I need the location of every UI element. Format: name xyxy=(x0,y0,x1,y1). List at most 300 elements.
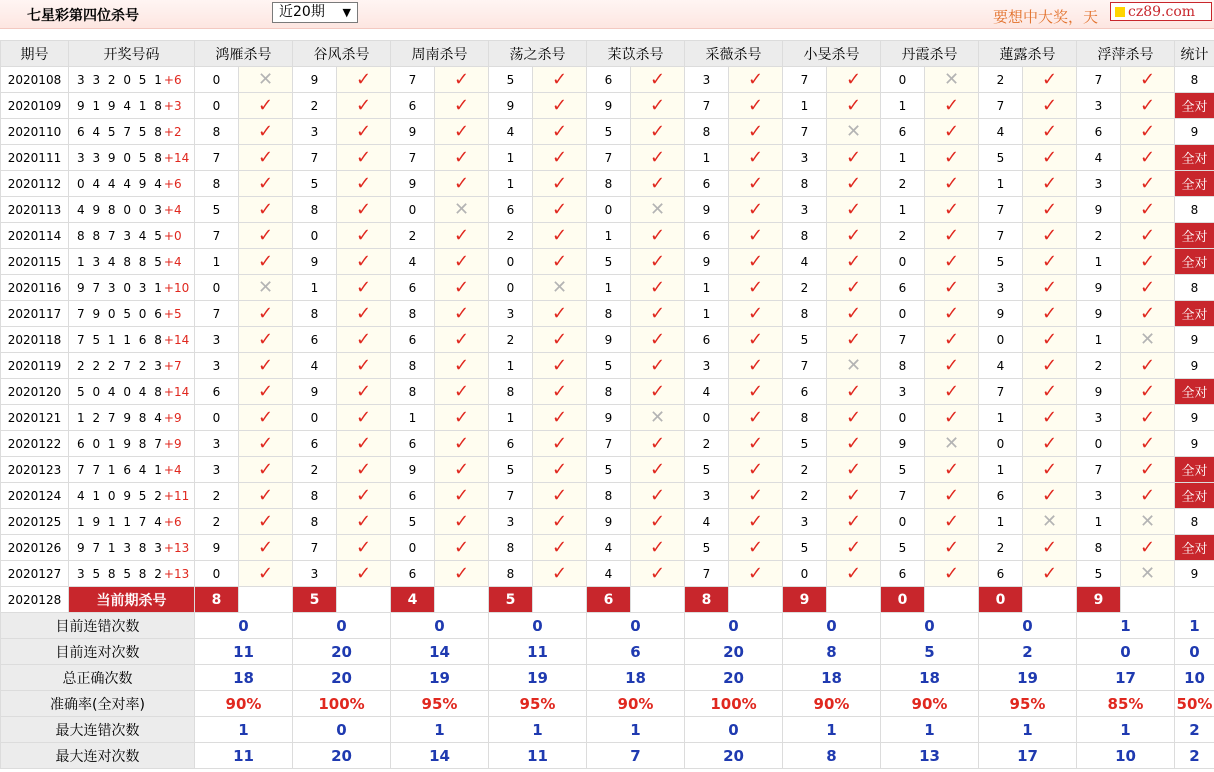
check-icon: ✓ xyxy=(257,484,274,506)
check-icon: ✓ xyxy=(649,562,666,584)
kill-number-cell: 4 xyxy=(587,535,631,561)
check-icon: ✓ xyxy=(943,458,960,480)
check-icon: ✓ xyxy=(551,458,568,480)
result-mark-cell xyxy=(435,223,489,249)
result-mark-cell xyxy=(435,327,489,353)
check-icon: ✓ xyxy=(1139,354,1156,376)
kill-number-cell: 0 xyxy=(195,93,239,119)
stats-row xyxy=(1,665,1214,691)
col-header-expert-1: 鸿雁杀号 xyxy=(195,41,293,67)
kill-number-cell: 0 xyxy=(489,249,533,275)
check-icon: ✓ xyxy=(355,250,372,272)
period-cell: 2020126 xyxy=(1,535,69,561)
result-mark-cell xyxy=(1023,483,1077,509)
result-mark-cell xyxy=(337,119,391,145)
result-mark-cell xyxy=(1023,509,1077,535)
kill-number-cell: 3 xyxy=(685,353,729,379)
check-icon: ✓ xyxy=(1041,146,1058,168)
result-mark-cell xyxy=(533,535,587,561)
draw-numbers-cell xyxy=(69,67,195,93)
kill-number-cell: 4 xyxy=(391,249,435,275)
result-mark-cell xyxy=(1023,327,1077,353)
result-mark-cell xyxy=(533,327,587,353)
check-icon: ✓ xyxy=(257,406,274,428)
result-mark-cell xyxy=(533,223,587,249)
check-icon: ✓ xyxy=(1139,302,1156,324)
kill-number-cell: 6 xyxy=(293,327,337,353)
draw-numbers: 1 3 4 8 8 5 xyxy=(77,254,164,269)
draw-numbers-cell xyxy=(69,197,195,223)
result-mark-cell xyxy=(337,197,391,223)
result-mark-cell xyxy=(729,457,783,483)
stat-cell: 9 xyxy=(1175,353,1214,379)
result-mark-cell xyxy=(533,379,587,405)
kill-number-cell: 7 xyxy=(391,145,435,171)
period-cell: 2020120 xyxy=(1,379,69,405)
result-mark-cell xyxy=(239,171,293,197)
period-cell: 2020116 xyxy=(1,275,69,301)
draw-numbers-cell xyxy=(69,301,195,327)
draw-numbers: 4 9 8 0 0 3 xyxy=(77,202,164,217)
table-row xyxy=(1,457,1214,483)
stats-label: 准确率(全对率) xyxy=(1,691,195,717)
check-icon: ✓ xyxy=(453,484,470,506)
check-icon: ✓ xyxy=(355,224,372,246)
check-icon: ✓ xyxy=(1041,562,1058,584)
result-mark-cell xyxy=(337,223,391,249)
kill-number-cell: 2 xyxy=(783,483,827,509)
table-row xyxy=(1,223,1214,249)
stat-cell: 9 xyxy=(1175,119,1214,145)
draw-numbers-cell xyxy=(69,327,195,353)
kill-number-cell: 5 xyxy=(195,197,239,223)
stats-value: 100% xyxy=(293,691,391,717)
result-mark-cell xyxy=(827,405,881,431)
result-mark-cell xyxy=(1023,223,1077,249)
period-cell: 2020124 xyxy=(1,483,69,509)
check-icon: ✓ xyxy=(355,68,372,90)
result-mark-cell xyxy=(1023,119,1077,145)
check-icon: ✓ xyxy=(355,380,372,402)
stats-value: 20 xyxy=(293,665,391,691)
table-header-row xyxy=(1,41,1214,67)
check-icon: ✓ xyxy=(453,406,470,428)
result-mark-cell xyxy=(1121,405,1175,431)
period-cell: 2020119 xyxy=(1,353,69,379)
draw-numbers-cell xyxy=(69,145,195,171)
cross-icon: ✕ xyxy=(453,198,470,220)
kill-number-cell: 2 xyxy=(1077,353,1121,379)
kill-number-cell: 1 xyxy=(881,145,925,171)
kill-number-cell: 1 xyxy=(587,275,631,301)
draw-numbers-cell xyxy=(69,93,195,119)
check-icon: ✓ xyxy=(453,276,470,298)
result-mark-cell xyxy=(435,353,489,379)
draw-numbers-cell xyxy=(69,405,195,431)
col-header-expert-6: 采薇杀号 xyxy=(685,41,783,67)
check-icon: ✓ xyxy=(845,380,862,402)
kill-number-cell: 7 xyxy=(783,353,827,379)
kill-number-cell: 7 xyxy=(1077,457,1121,483)
stats-value: 0 xyxy=(195,613,293,639)
result-mark-cell xyxy=(729,509,783,535)
kill-number-cell: 0 xyxy=(195,67,239,93)
check-icon: ✓ xyxy=(1139,432,1156,454)
check-icon: ✓ xyxy=(943,380,960,402)
result-mark-cell xyxy=(533,197,587,223)
period-cell: 2020118 xyxy=(1,327,69,353)
stats-value: 0 xyxy=(1077,639,1175,665)
result-mark-cell xyxy=(1023,171,1077,197)
kill-number-cell: 7 xyxy=(293,535,337,561)
kill-number-cell: 0 xyxy=(979,327,1023,353)
result-mark-cell xyxy=(729,171,783,197)
stats-value: 18 xyxy=(587,665,685,691)
col-header-expert-5: 茉苡杀号 xyxy=(587,41,685,67)
check-icon: ✓ xyxy=(845,536,862,558)
check-icon: ✓ xyxy=(355,328,372,350)
period-cell: 2020117 xyxy=(1,301,69,327)
check-icon: ✓ xyxy=(453,354,470,376)
kill-number-cell: 3 xyxy=(195,327,239,353)
stats-value: 0 xyxy=(489,613,587,639)
cross-icon: ✕ xyxy=(257,68,274,90)
result-mark-cell xyxy=(729,561,783,587)
cross-icon: ✕ xyxy=(845,354,862,376)
check-icon: ✓ xyxy=(551,432,568,454)
stats-value: 20 xyxy=(685,743,783,769)
check-icon: ✓ xyxy=(1139,484,1156,506)
draw-numbers-cell xyxy=(69,379,195,405)
check-icon: ✓ xyxy=(747,562,764,584)
check-icon: ✓ xyxy=(257,250,274,272)
kill-number-cell: 0 xyxy=(195,561,239,587)
kill-number-cell: 4 xyxy=(979,353,1023,379)
kill-number-cell: 8 xyxy=(881,353,925,379)
check-icon: ✓ xyxy=(257,198,274,220)
stat-cell: 9 xyxy=(1175,561,1214,587)
kill-number-cell: 3 xyxy=(881,379,925,405)
kill-number-cell: 3 xyxy=(783,145,827,171)
check-icon: ✓ xyxy=(649,328,666,350)
result-mark-cell xyxy=(925,327,979,353)
site-logo[interactable] xyxy=(1110,2,1212,21)
check-icon: ✓ xyxy=(747,146,764,168)
check-icon: ✓ xyxy=(1041,250,1058,272)
kill-number-cell: 5 xyxy=(587,249,631,275)
result-mark-cell xyxy=(631,145,685,171)
check-icon: ✓ xyxy=(943,562,960,584)
draw-extra-number: +4 xyxy=(163,202,182,217)
check-icon: ✓ xyxy=(551,406,568,428)
result-mark-cell xyxy=(239,275,293,301)
result-mark-cell xyxy=(729,327,783,353)
check-icon: ✓ xyxy=(649,536,666,558)
table-row xyxy=(1,301,1214,327)
draw-extra-number: +3 xyxy=(163,98,182,113)
check-icon: ✓ xyxy=(1139,276,1156,298)
result-mark-cell xyxy=(1121,67,1175,93)
kill-number-cell: 1 xyxy=(685,145,729,171)
check-icon: ✓ xyxy=(845,328,862,350)
check-icon: ✓ xyxy=(845,198,862,220)
kill-number-cell: 1 xyxy=(293,275,337,301)
kill-number-cell: 3 xyxy=(195,457,239,483)
stat-cell: 全对 xyxy=(1175,535,1214,561)
stats-row xyxy=(1,639,1214,665)
result-mark-cell xyxy=(435,67,489,93)
stats-value: 90% xyxy=(783,691,881,717)
kill-number-cell: 7 xyxy=(195,223,239,249)
stat-cell: 8 xyxy=(1175,197,1214,223)
result-mark-cell xyxy=(827,327,881,353)
kill-number-cell: 7 xyxy=(587,431,631,457)
stats-total: 0 xyxy=(1175,639,1214,665)
period-cell: 2020121 xyxy=(1,405,69,431)
result-mark-cell xyxy=(533,301,587,327)
check-icon: ✓ xyxy=(257,94,274,116)
kill-number-cell: 2 xyxy=(685,431,729,457)
period-cell: 2020114 xyxy=(1,223,69,249)
kill-number-cell: 1 xyxy=(587,223,631,249)
result-mark-cell xyxy=(1121,145,1175,171)
stats-total: 1 xyxy=(1175,613,1214,639)
check-icon: ✓ xyxy=(649,250,666,272)
result-mark-cell xyxy=(631,249,685,275)
kill-number-cell: 4 xyxy=(587,561,631,587)
result-mark-cell xyxy=(1023,431,1077,457)
kill-number-cell: 8 xyxy=(195,171,239,197)
result-mark-cell xyxy=(435,561,489,587)
result-mark-cell xyxy=(1121,353,1175,379)
stats-value: 0 xyxy=(783,613,881,639)
result-mark-cell xyxy=(1121,93,1175,119)
check-icon: ✓ xyxy=(453,224,470,246)
kill-number-cell: 5 xyxy=(587,353,631,379)
check-icon: ✓ xyxy=(747,328,764,350)
result-mark-cell xyxy=(1121,509,1175,535)
table-row xyxy=(1,93,1214,119)
kill-number-cell: 0 xyxy=(489,275,533,301)
result-mark-cell xyxy=(1121,561,1175,587)
kill-number-cell: 8 xyxy=(391,379,435,405)
draw-numbers: 7 9 0 5 0 6 xyxy=(77,306,164,321)
result-mark-cell xyxy=(729,353,783,379)
check-icon: ✓ xyxy=(747,172,764,194)
result-mark-cell xyxy=(533,145,587,171)
kill-number-cell: 0 xyxy=(881,249,925,275)
draw-numbers: 9 7 3 0 3 1 xyxy=(77,280,164,295)
kill-number-cell: 3 xyxy=(1077,405,1121,431)
stats-label: 目前连对次数 xyxy=(1,639,195,665)
check-icon: ✓ xyxy=(355,198,372,220)
result-mark-cell xyxy=(1023,197,1077,223)
cross-icon: ✕ xyxy=(1139,562,1156,584)
result-mark-cell xyxy=(1023,67,1077,93)
draw-numbers: 4 1 0 9 5 2 xyxy=(77,488,164,503)
draw-extra-number: +4 xyxy=(163,254,182,269)
stats-value: 1 xyxy=(783,717,881,743)
check-icon: ✓ xyxy=(943,510,960,532)
kill-number-cell: 3 xyxy=(979,275,1023,301)
check-icon: ✓ xyxy=(747,276,764,298)
check-icon: ✓ xyxy=(747,94,764,116)
check-icon: ✓ xyxy=(453,562,470,584)
check-icon: ✓ xyxy=(747,120,764,142)
check-icon: ✓ xyxy=(355,432,372,454)
stats-value: 20 xyxy=(293,639,391,665)
check-icon: ✓ xyxy=(649,432,666,454)
stats-value: 11 xyxy=(489,639,587,665)
kill-number-cell: 1 xyxy=(979,457,1023,483)
kill-number-cell: 8 xyxy=(783,223,827,249)
check-icon: ✓ xyxy=(845,406,862,428)
draw-numbers-cell xyxy=(69,431,195,457)
kill-number-cell: 6 xyxy=(391,483,435,509)
result-mark-cell xyxy=(1121,301,1175,327)
kill-number-cell: 7 xyxy=(979,223,1023,249)
kill-number-cell: 2 xyxy=(489,327,533,353)
result-mark-cell xyxy=(925,275,979,301)
page-title: 七星彩第四位杀号 xyxy=(27,8,139,24)
kill-number-cell: 9 xyxy=(587,509,631,535)
result-mark-cell xyxy=(337,431,391,457)
kill-number-cell: 1 xyxy=(489,171,533,197)
check-icon: ✓ xyxy=(747,458,764,480)
period-range-value: 近20期 xyxy=(279,4,325,20)
period-cell: 2020113 xyxy=(1,197,69,223)
stats-value: 8 xyxy=(783,639,881,665)
result-mark-cell xyxy=(631,509,685,535)
result-mark-cell xyxy=(925,223,979,249)
check-icon: ✓ xyxy=(1041,406,1058,428)
result-mark-cell xyxy=(239,327,293,353)
result-mark-cell xyxy=(337,379,391,405)
check-icon: ✓ xyxy=(453,94,470,116)
kill-number-cell: 9 xyxy=(881,431,925,457)
check-icon: ✓ xyxy=(1139,224,1156,246)
check-icon: ✓ xyxy=(1041,224,1058,246)
draw-numbers: 6 4 5 7 5 8 xyxy=(77,124,164,139)
kill-number-cell: 7 xyxy=(979,379,1023,405)
draw-numbers-cell xyxy=(69,509,195,535)
kill-number-cell: 0 xyxy=(195,275,239,301)
check-icon: ✓ xyxy=(1139,68,1156,90)
result-mark-cell xyxy=(827,509,881,535)
result-mark-cell xyxy=(827,431,881,457)
check-icon: ✓ xyxy=(551,302,568,324)
result-mark-cell xyxy=(827,145,881,171)
check-icon: ✓ xyxy=(551,250,568,272)
kill-number-cell: 0 xyxy=(1077,431,1121,457)
result-mark-cell xyxy=(827,353,881,379)
check-icon: ✓ xyxy=(1041,68,1058,90)
check-icon: ✓ xyxy=(1041,302,1058,324)
stat-cell: 全对 xyxy=(1175,145,1214,171)
check-icon: ✓ xyxy=(551,120,568,142)
table-row xyxy=(1,145,1214,171)
cross-icon: ✕ xyxy=(257,276,274,298)
draw-extra-number: +14 xyxy=(163,150,190,165)
check-icon: ✓ xyxy=(257,224,274,246)
kill-number-cell: 5 xyxy=(587,457,631,483)
kill-number-cell: 7 xyxy=(1077,67,1121,93)
current-kill-blank xyxy=(925,587,979,613)
kill-number-cell: 9 xyxy=(1077,275,1121,301)
result-mark-cell xyxy=(1023,561,1077,587)
stats-value: 14 xyxy=(391,743,489,769)
kill-number-cell: 1 xyxy=(979,509,1023,535)
draw-numbers: 9 7 1 3 8 3 xyxy=(77,540,164,555)
kill-number-cell: 3 xyxy=(489,509,533,535)
stats-row xyxy=(1,613,1214,639)
check-icon: ✓ xyxy=(453,432,470,454)
kill-number-cell: 5 xyxy=(783,431,827,457)
check-icon: ✓ xyxy=(453,146,470,168)
result-mark-cell xyxy=(239,379,293,405)
draw-numbers-cell xyxy=(69,275,195,301)
kill-number-cell: 9 xyxy=(293,249,337,275)
result-mark-cell xyxy=(435,171,489,197)
kill-number-cell: 1 xyxy=(1077,509,1121,535)
current-kill-blank xyxy=(239,587,293,613)
result-mark-cell xyxy=(435,249,489,275)
result-mark-cell xyxy=(337,483,391,509)
kill-number-cell: 9 xyxy=(685,197,729,223)
draw-extra-number: +13 xyxy=(163,566,190,581)
current-kill-number: 8 xyxy=(195,587,239,613)
result-mark-cell xyxy=(925,379,979,405)
result-mark-cell xyxy=(827,171,881,197)
result-mark-cell xyxy=(239,93,293,119)
kill-number-cell: 4 xyxy=(489,119,533,145)
result-mark-cell xyxy=(435,431,489,457)
kill-number-cell: 8 xyxy=(685,119,729,145)
check-icon: ✓ xyxy=(355,354,372,376)
check-icon: ✓ xyxy=(649,224,666,246)
kill-number-cell: 1 xyxy=(489,145,533,171)
kill-number-cell: 7 xyxy=(489,483,533,509)
result-mark-cell xyxy=(533,405,587,431)
result-mark-cell xyxy=(337,353,391,379)
check-icon: ✓ xyxy=(551,328,568,350)
stat-cell: 全对 xyxy=(1175,93,1214,119)
result-mark-cell xyxy=(925,353,979,379)
period-cell: 2020112 xyxy=(1,171,69,197)
cross-icon: ✕ xyxy=(845,120,862,142)
table-row xyxy=(1,197,1214,223)
draw-extra-number: +4 xyxy=(163,462,182,477)
current-kill-blank xyxy=(631,587,685,613)
kill-number-cell: 8 xyxy=(489,561,533,587)
stats-total: 2 xyxy=(1175,717,1214,743)
kill-number-cell: 2 xyxy=(881,171,925,197)
kill-number-cell: 8 xyxy=(293,197,337,223)
result-mark-cell xyxy=(239,405,293,431)
col-header-expert-2: 谷风杀号 xyxy=(293,41,391,67)
result-mark-cell xyxy=(1121,197,1175,223)
draw-extra-number: +0 xyxy=(163,228,182,243)
check-icon: ✓ xyxy=(747,68,764,90)
kill-number-cell: 6 xyxy=(979,561,1023,587)
kill-number-cell: 1 xyxy=(195,249,239,275)
kill-number-cell: 7 xyxy=(979,93,1023,119)
kill-number-cell: 1 xyxy=(489,353,533,379)
check-icon: ✓ xyxy=(1041,198,1058,220)
stats-row xyxy=(1,743,1214,769)
result-mark-cell xyxy=(337,561,391,587)
period-range-select[interactable] xyxy=(272,2,358,23)
